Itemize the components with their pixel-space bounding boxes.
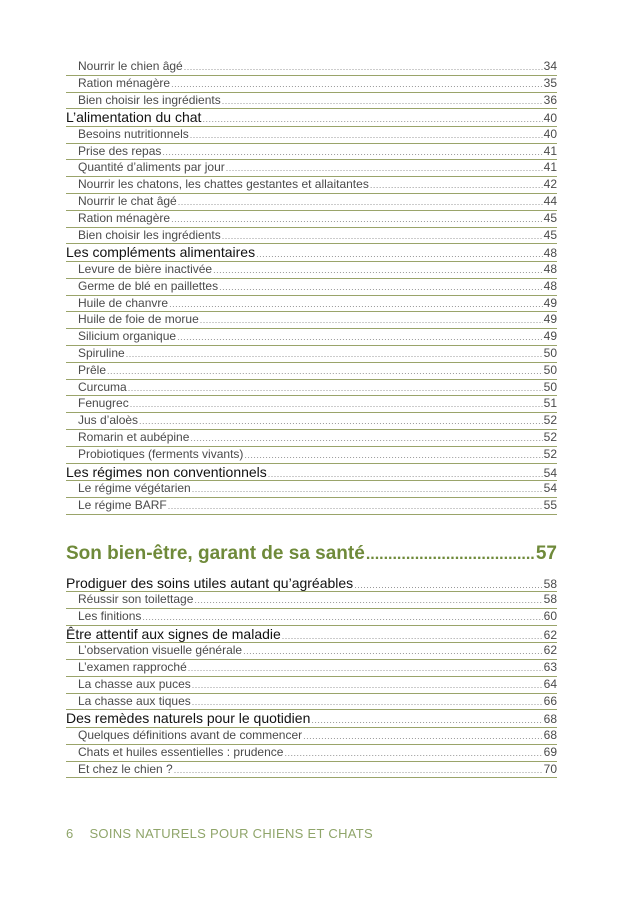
toc-chapter — [66, 626, 557, 644]
toc-entry-page: 70 — [543, 761, 557, 776]
running-title: SOINS NATURELS POUR CHIENS ET CHATS — [89, 826, 373, 841]
page-footer — [66, 826, 373, 841]
toc-entry-page: 48 — [543, 246, 557, 261]
toc-entry — [66, 93, 557, 110]
toc-entry-page: 35 — [543, 75, 557, 90]
dot-leader — [194, 595, 542, 605]
toc-entry — [66, 76, 557, 93]
toc-entry-title: Et chez le chien ? — [78, 761, 173, 776]
toc-entry-page: 49 — [543, 312, 557, 327]
toc-entry-title: Fenugrec — [78, 396, 129, 411]
table-of-contents — [66, 59, 557, 778]
toc-entry-title: Prodiguer des soins utiles autant qu’agréables — [66, 574, 354, 591]
toc-entry-title: L’alimentation du chat — [66, 109, 202, 126]
toc-entry-title: Ration ménagère — [78, 210, 171, 225]
dot-leader — [171, 214, 543, 224]
toc-entry-title: La chasse aux puces — [78, 676, 191, 691]
toc-entry — [66, 194, 557, 211]
toc-entry — [66, 127, 557, 144]
toc-entry — [66, 481, 557, 498]
toc-entry — [66, 745, 557, 762]
dot-leader — [213, 265, 543, 275]
dot-leader — [354, 580, 542, 590]
dot-leader — [226, 163, 543, 173]
toc-entry — [66, 396, 557, 413]
toc-entry-page: 55 — [543, 497, 557, 512]
toc-entry — [66, 144, 557, 161]
toc-entry-title: Levure de bière inactivée — [78, 261, 213, 276]
toc-entry-page: 60 — [543, 608, 557, 623]
toc-entry-title: Nourrir les chatons, les chattes gestantes et allaitantes — [78, 177, 369, 192]
dot-leader — [142, 612, 542, 622]
toc-entry-title: Silicium organique — [78, 329, 177, 344]
dot-leader — [171, 79, 543, 89]
toc-entry — [66, 177, 557, 194]
toc-entry-title: Huile de chanvre — [78, 295, 169, 310]
dot-leader — [192, 484, 543, 494]
dot-leader — [130, 399, 543, 409]
toc-entry-title: Quantité d’aliments par jour — [78, 160, 225, 175]
toc-entry-page: 54 — [543, 465, 557, 480]
toc-entry-page: 41 — [543, 143, 557, 158]
toc-entry — [66, 329, 557, 346]
toc-chapter — [66, 244, 557, 262]
toc-chapter — [66, 109, 557, 127]
dot-leader — [192, 697, 543, 707]
toc-entry — [66, 592, 557, 609]
toc-entry-title: Quelques définitions avant de commencer — [78, 727, 303, 742]
toc-entry — [66, 346, 557, 363]
toc-entry — [66, 677, 557, 694]
toc-entry — [66, 728, 557, 745]
dot-leader — [219, 282, 543, 292]
toc-entry-title: Prêle — [78, 362, 107, 377]
toc-entry — [66, 694, 557, 711]
dot-leader — [190, 433, 542, 443]
toc-entry-title: Spiruline — [78, 345, 125, 360]
toc-entry-title: Romarin et aubépine — [78, 429, 190, 444]
dot-leader — [174, 765, 543, 775]
toc-entry-page: 40 — [543, 126, 557, 141]
toc-entry — [66, 228, 557, 245]
toc-entry-title: Être attentif aux signes de maladie — [66, 625, 281, 642]
toc-entry-page: 44 — [543, 194, 557, 209]
dot-leader — [256, 249, 543, 259]
toc-entry — [66, 762, 557, 779]
dot-leader — [202, 114, 542, 124]
toc-entry-title: Besoins nutritionnels — [78, 126, 189, 141]
dot-leader — [222, 231, 543, 241]
toc-entry — [66, 380, 557, 397]
dot-leader — [303, 731, 543, 741]
toc-entry-page: 54 — [543, 481, 557, 496]
toc-entry-page: 63 — [543, 660, 557, 675]
toc-entry — [66, 609, 557, 626]
toc-entry — [66, 643, 557, 660]
toc-entry-page: 50 — [543, 362, 557, 377]
dot-leader — [126, 349, 543, 359]
dot-leader — [282, 631, 543, 641]
dot-leader — [139, 416, 543, 426]
dot-leader — [184, 62, 543, 72]
dot-leader — [169, 299, 543, 309]
dot-leader — [128, 383, 543, 393]
toc-entry-page: 68 — [543, 712, 557, 727]
toc-entry-page: 68 — [543, 727, 557, 742]
toc-entry-page: 64 — [543, 676, 557, 691]
dot-leader — [168, 501, 543, 511]
toc-entry-page: 36 — [543, 92, 557, 107]
toc-entry — [66, 312, 557, 329]
dot-leader — [190, 130, 543, 140]
dot-leader — [268, 469, 543, 479]
toc-entry-page: 49 — [543, 295, 557, 310]
dot-leader — [370, 180, 543, 190]
toc-entry — [66, 498, 557, 515]
toc-part — [66, 543, 557, 571]
toc-entry-title: Ration ménagère — [78, 75, 171, 90]
toc-entry-title: Curcuma — [78, 379, 127, 394]
toc-entry-page: 50 — [543, 379, 557, 394]
toc-entry-page: 48 — [543, 261, 557, 276]
toc-entry-page: 49 — [543, 329, 557, 344]
toc-entry-title: Le régime végétarien — [78, 481, 191, 496]
toc-entry-title: Des remèdes naturels pour le quotidien — [66, 710, 311, 727]
toc-entry-page: 52 — [543, 429, 557, 444]
toc-entry-title: Le régime BARF — [78, 497, 167, 512]
toc-entry-page: 50 — [543, 345, 557, 360]
toc-entry-page: 45 — [543, 227, 557, 242]
toc-entry-title: Nourrir le chien âgé — [78, 59, 183, 73]
toc-entry — [66, 59, 557, 76]
dot-leader — [366, 546, 535, 564]
toc-entry-page: 42 — [543, 177, 557, 192]
toc-entry-title: Son bien-être, garant de sa santé — [66, 542, 365, 564]
toc-entry-title: Jus d’aloès — [78, 413, 139, 428]
toc-entry-page: 51 — [543, 396, 557, 411]
toc-entry — [66, 363, 557, 380]
toc-entry — [66, 211, 557, 228]
toc-entry-title: Huile de foie de morue — [78, 312, 199, 327]
dot-leader — [162, 147, 542, 157]
toc-entry-page: 58 — [543, 576, 557, 591]
toc-entry-title: Bien choisir les ingrédients — [78, 227, 221, 242]
toc-entry-title: L’observation visuelle générale — [78, 643, 243, 658]
toc-entry — [66, 413, 557, 430]
toc-entry-title: Germe de blé en paillettes — [78, 278, 219, 293]
toc-entry-page: 40 — [543, 111, 557, 126]
page-number: 6 — [66, 826, 74, 841]
dot-leader — [188, 663, 543, 673]
toc-entry — [66, 160, 557, 177]
toc-entry-page: 69 — [543, 744, 557, 759]
toc-chapter — [66, 464, 557, 482]
toc-entry-title: La chasse aux tiques — [78, 693, 191, 708]
toc-entry-title: Les régimes non conventionnels — [66, 463, 267, 480]
toc-entry-page: 34 — [543, 59, 557, 73]
dot-leader — [222, 96, 543, 106]
toc-entry — [66, 430, 557, 447]
toc-entry-page: 57 — [535, 542, 557, 564]
dot-leader — [178, 197, 543, 207]
toc-entry-title: Chats et huiles essentielles : prudence — [78, 744, 284, 759]
dot-leader — [177, 332, 543, 342]
toc-entry — [66, 660, 557, 677]
toc-entry-page: 45 — [543, 210, 557, 225]
toc-chapter — [66, 575, 557, 593]
dot-leader — [311, 715, 542, 725]
dot-leader — [244, 450, 542, 460]
dot-leader — [200, 315, 543, 325]
toc-entry-title: Réussir son toilettage — [78, 592, 194, 607]
toc-entry-title: Les finitions — [78, 608, 142, 623]
toc-entry-page: 62 — [543, 643, 557, 658]
toc-entry-title: Prise des repas — [78, 143, 162, 158]
toc-entry-page: 66 — [543, 693, 557, 708]
dot-leader — [192, 680, 543, 690]
dot-leader — [243, 646, 543, 656]
dot-leader — [284, 748, 542, 758]
toc-entry — [66, 279, 557, 296]
toc-entry-page: 58 — [543, 592, 557, 607]
toc-chapter — [66, 710, 557, 728]
toc-entry-title: Les compléments alimentaires — [66, 244, 256, 261]
toc-entry-page: 48 — [543, 278, 557, 293]
dot-leader — [107, 366, 543, 376]
toc-entry-page: 41 — [543, 160, 557, 175]
toc-entry-title: Nourrir le chat âgé — [78, 194, 177, 209]
toc-entry-title: Probiotiques (ferments vivants) — [78, 446, 244, 461]
toc-entry — [66, 296, 557, 313]
toc-entry-page: 62 — [543, 627, 557, 642]
toc-entry-page: 52 — [543, 446, 557, 461]
toc-entry-page: 52 — [543, 413, 557, 428]
toc-entry-title: Bien choisir les ingrédients — [78, 92, 221, 107]
toc-entry — [66, 447, 557, 464]
toc-entry-title: L’examen rapproché — [78, 660, 187, 675]
toc-entry — [66, 262, 557, 279]
